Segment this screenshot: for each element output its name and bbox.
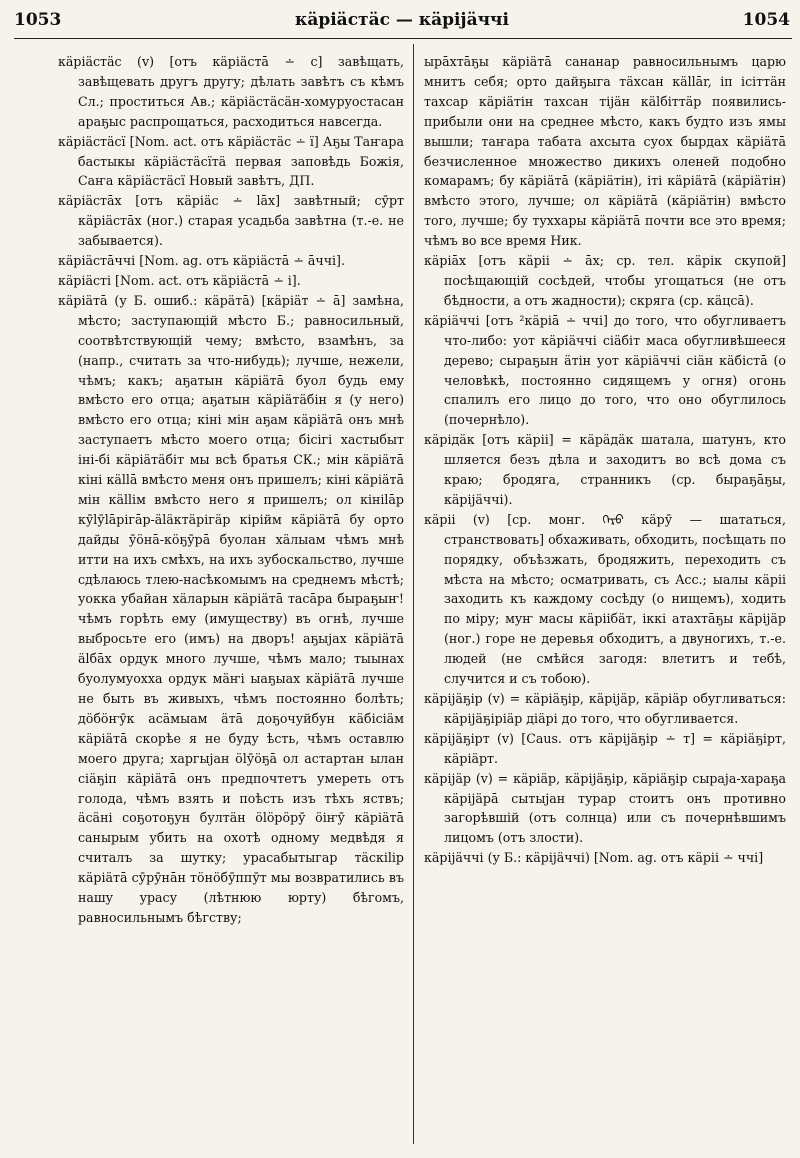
page-number-left: 1053 bbox=[14, 10, 62, 30]
dictionary-entry: кäріјäҕір (v) = кäріäҕір, кäріјäр, кäріäр обугливаться: кäріјäҕіріäр діäрі до того, что обугливается. bbox=[424, 691, 786, 726]
running-title: кäріäстäс — кäрiјäччi bbox=[295, 10, 509, 30]
dictionary-entry: кäріäстäс (v) [отъ кäріäстā ∸ с] завѣщать, завѣщевать другъ другу; дѣлать завѣтъ съ кѣмъ Сл.; проститься Ав.; кäріäстäсäн-хомуруостасан араҕыс распрощаться, расходиться навсегда. bbox=[58, 54, 404, 129]
dictionary-entry: кäріāх [отъ кäріі ∸ āх; ср. тел. кäрік скупой] посѣщающій сосѣдей, чтобы угощаться (не отъ бѣдности, а отъ жадности); скряга (ср. кäцсā). bbox=[424, 253, 786, 308]
dictionary-entry: кäріäтā (у Б. ошиб.: кäрäтā) [кäріäт ∸ ā] замѣна, мѣсто; заступающій мѣсто Б.; равносильный, соотвѣтствующій чему; вмѣсто, взамѣнъ, за (напр., считать за что-нибудь); лучше, нежели, чѣмъ; какъ; аҕатын кäріäтā буол будь ему вмѣсто его отца; аҕатын кäріäтäбін я (у него) вмѣсто его отца; кіні мін аҕам кäріäтā онъ мнѣ заступаетъ мѣсто моего отца; бісігі хастыбыт іні-бі кäріäтäбіт мы всѣ братья СК.; мін кäріäтā кіні кällā вмѣсто меня онъ пришелъ; кіні кäріäтā мін кällім вмѣсто него я пришелъ; ол кініlāр кӯlӯlāрігāр-äläктäрігäр кірійм кäріäтā бу орто дайды ӯöнā-кӧҕӯрā буолан хäлыам чѣмъ мнѣ итти на ихъ смѣхъ, на ихъ зубоскальство, лучше сдѣлаюсь тлею-насѣкомымъ на среднемъ мѣстѣ; уокка убайан хäларын кäріäтā тасāра быраҕыҥ! чѣмъ горѣть ему (имуществу) въ огнѣ, лучше выбросьте его (имъ) на дворъ! аҕыјах кäріäтā älбāх ордук много лучше, чѣмъ мало; тыынах буолумуохха ордук мäҥі ыаҕыах кäріäтā лучше не быть въ живыхъ, чѣмъ постоянно болѣть; дӧбӧҥӯк асäмыам äтā доҕочуйбун кäбісіäм кäріäтā скорѣе я не буду ѣсть, чѣмъ оставлю моего друга; харгыјан ölӯöҕā ол астартан ылан сіäҕіп кäріäтā онъ предпочтетъ умереть отъ голода, чѣмъ взять и поѣсть изъ тѣхъ яствъ; äсäні соҕотоҕун бултäн ölöрöрӯ öіҥӯ кäріäтā санырым убить на охотѣ одному медвѣдя я считалъ за шутку; урасабытыгар тäскіlір кäріäтā сӯрӯнāн тöнӧбӯппӯт мы возвратились въ нашу урасу (лѣтнюю юрту) бѣгомъ, равносильнымъ бѣгству; bbox=[58, 292, 404, 925]
dictionary-entry: кäріäстāх [отъ кäріäс ∸ lāх] завѣтный; сӯрт кäріäстāх (ног.) старая усадьба завѣтна (т.-е. не забывается). bbox=[58, 193, 404, 249]
left-column bbox=[58, 52, 404, 928]
dictionary-entry: ырāхтāҕы кäріäтā сананар равносильнымъ царю мнитъ себя; орто дайҕыга тäхсан кällār, іп ісіттäн тахсар кäріäтін тахсан тіјäн кälбіттäр появились-прибыли они на среднее мѣсто, какъ будто изъ ямы вышли; таҥара табата ахсыта суох бырдах кäріäтā безчисленное множество дикихъ оленей подобно комарамъ; бу кäріäтā (кäріäтін), іті кäріäтā (кäріäтін) вмѣсто этого, лучше; ол кäріäтā (кäріäтін) вмѣсто того, лучше; бу тухxары кäріäтā почти все это время; чѣмъ во все время Ник. bbox=[424, 54, 786, 249]
dictionary-entry: кäріäччі [отъ ²кäріā ∸ ччі] до того, что обугливаетъ что-либо: уот кäріäччі сіäбіт маса обугливѣшееся дерево; сыраҕын äтін уот кäріäччі сіäн кäбістā (о человѣкѣ, постоянно сидящемъ у огня) огонь спалилъ его лицо до того, что оно обуглилось (почернѣло). bbox=[424, 312, 786, 428]
header-rule bbox=[14, 38, 792, 39]
right-column bbox=[424, 52, 786, 868]
dictionary-entry: кäріäстāччі [Nom. ag. отъ кäріäстā ∸ āччі]. bbox=[58, 253, 345, 269]
dictionary-entry: кäріі (v) [ср. монг. ᠭᠡᠷᠦ кäрӯ — шататься, странствовать] обхаживать, обходить, посѣщать по порядку, объѣзжать, бродяжить, переходить съ мѣста на мѣсто; осматривать, съ Acc.; ыалы кäріі заходить къ каждому сосѣду (о нищемъ), ходить по міру; муҥ масы кäріібäт, іккі атахтāҕы кäріјäр (ног.) горе не деревья обходитъ, а двуногихъ, т.-е. людей (не смѣйся загодя: влетитъ и тебѣ, случится и съ тобою). bbox=[424, 511, 786, 687]
dictionary-entry: кäріäстäсї [Nom. act. отъ кäріäстäс ∸ ї] Аҕы Таҥара бастыкы кäріäстäсїтä первая заповѣдь Божія, Саҥа кäріäстäсї Новый завѣтъ, ДП. bbox=[58, 133, 404, 189]
dictionary-entry: кäрiјäччi (у Б.: кäрiјäччi) [Nom. ag. отъ кäріі ∸ ччі] bbox=[424, 850, 764, 866]
column-divider bbox=[413, 44, 414, 1144]
dictionary-entry: кäріјäр (v) = кäріäр, кäріјäҕір, кäріäҕір сыраја-хараҕа кäріјäрā сытыјан турар стоитъ онъ противно загорѣвшій (отъ солнца) или съ почернѣвшимъ лицомъ (отъ злости). bbox=[424, 770, 786, 846]
page-header bbox=[14, 10, 790, 34]
dictionary-entry: кäріäсті [Nom. act. отъ кäріäстā ∸ і]. bbox=[58, 272, 301, 288]
dictionary-entry: кäрідäк [отъ кäріі] = кäрäдäк шатала, шатунъ, кто шляется безъ дѣла и заходитъ во всѣ дома съ краю; бродяга, странникъ (ср. быраҕāҕы, кäрiјäччi). bbox=[424, 432, 786, 507]
page-number-right: 1054 bbox=[742, 10, 790, 30]
dictionary-entry: кäріјäҕірт (v) [Caus. отъ кäріјäҕір ∸ т] = кäріäҕірт, кäріäрт. bbox=[424, 730, 786, 766]
